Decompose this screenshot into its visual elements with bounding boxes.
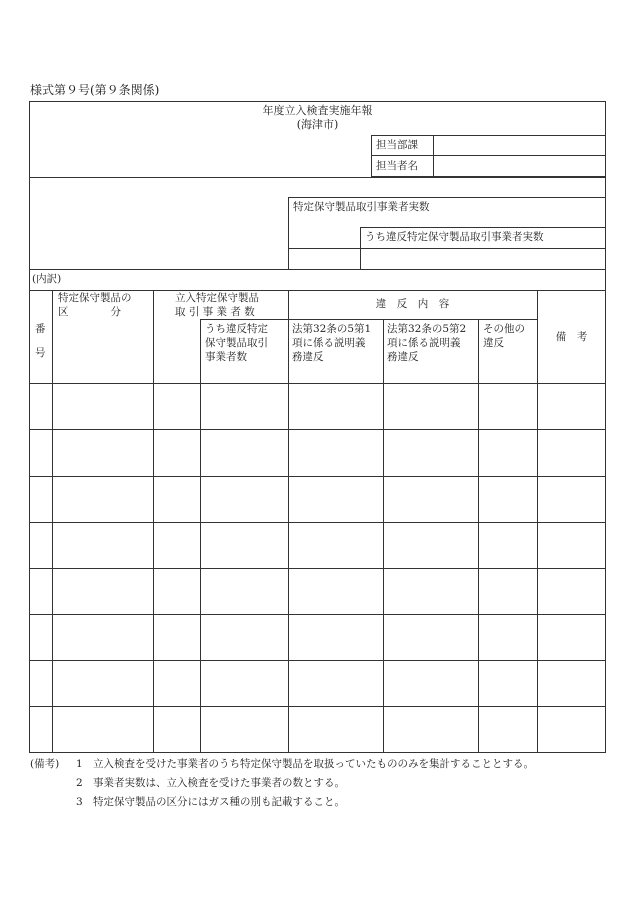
dept-label: 担当部課 <box>376 139 418 151</box>
header-category-1: 特定保守製品の <box>58 292 132 304</box>
person-label: 担当者名 <box>376 160 418 172</box>
header-category-2: 区 分 <box>58 306 121 318</box>
note-text: 特定保守製品の区分にはガス種の別も記載すること。 <box>93 796 345 808</box>
header-violating-3: 事業者数 <box>205 351 247 363</box>
title-divider <box>29 177 606 178</box>
note-number: 3 <box>76 796 83 808</box>
row-line <box>29 568 606 569</box>
row-line <box>29 522 606 523</box>
row-line <box>29 660 606 661</box>
form-label: 様式第９号(第９条関係) <box>30 83 160 97</box>
header-inspected-1: 立入特定保守製品 <box>175 292 259 304</box>
dept-field[interactable] <box>434 136 605 155</box>
header-art1-3: 務違反 <box>292 351 324 363</box>
person-field[interactable] <box>434 156 605 176</box>
header-violating-2: 保守製品取引 <box>205 337 268 349</box>
row-line <box>29 476 606 477</box>
row-line <box>29 429 606 430</box>
total-businesses-value[interactable] <box>289 249 359 268</box>
violation-businesses-label: うち違反特定保守製品取引事業者実数 <box>365 231 544 243</box>
header-art2-3: 務違反 <box>387 351 419 363</box>
col-divider-art1 <box>383 319 384 753</box>
header-number-2: 号 <box>35 347 46 359</box>
header-art2-2: 項に係る説明義 <box>387 337 461 349</box>
header-violation-contents: 違 反 内 容 <box>375 298 450 310</box>
header-number-1: 番 <box>35 323 46 335</box>
city-name: (海津市) <box>296 118 339 131</box>
totals-mid-line <box>360 227 606 228</box>
col-divider-art2 <box>478 319 479 753</box>
notes-label: (備考) <box>30 758 60 770</box>
header-violating-1: うち違反特定 <box>205 323 268 335</box>
header-remarks: 備 考 <box>555 331 588 343</box>
note-number: 1 <box>76 758 83 770</box>
report-title: 年度立入検査実施年報 <box>262 104 373 117</box>
total-businesses-label: 特定保守製品取引事業者実数 <box>293 201 430 213</box>
row-line <box>29 614 606 615</box>
header-other-1: その他の <box>483 323 525 335</box>
header-art1-1: 法第32条の5第1 <box>292 323 372 335</box>
col-divider-inspected <box>200 319 201 753</box>
header-bottom-line <box>29 383 606 384</box>
note-text: 立入検査を受けた事業者のうち特定保守製品を取扱っていたもののみを集計することとする。 <box>93 758 534 770</box>
header-other-2: 違反 <box>483 337 504 349</box>
subheader-line <box>200 319 537 320</box>
header-art2-1: 法第32条の5第2 <box>387 323 467 335</box>
form-frame <box>29 101 606 753</box>
table-top-line <box>29 290 606 291</box>
breakdown-label: (内訳) <box>32 273 62 285</box>
header-inspected-2: 取 引 事 業 者 数 <box>175 306 255 318</box>
totals-bottom-line <box>29 269 606 270</box>
note-text: 事業者実数は、立入検査を受けた事業者の数とする。 <box>93 777 345 789</box>
note-number: 2 <box>76 777 83 789</box>
totals-top-line <box>288 197 606 198</box>
violation-businesses-value[interactable] <box>361 249 605 268</box>
row-line <box>29 706 606 707</box>
header-art1-2: 項に係る説明義 <box>292 337 366 349</box>
